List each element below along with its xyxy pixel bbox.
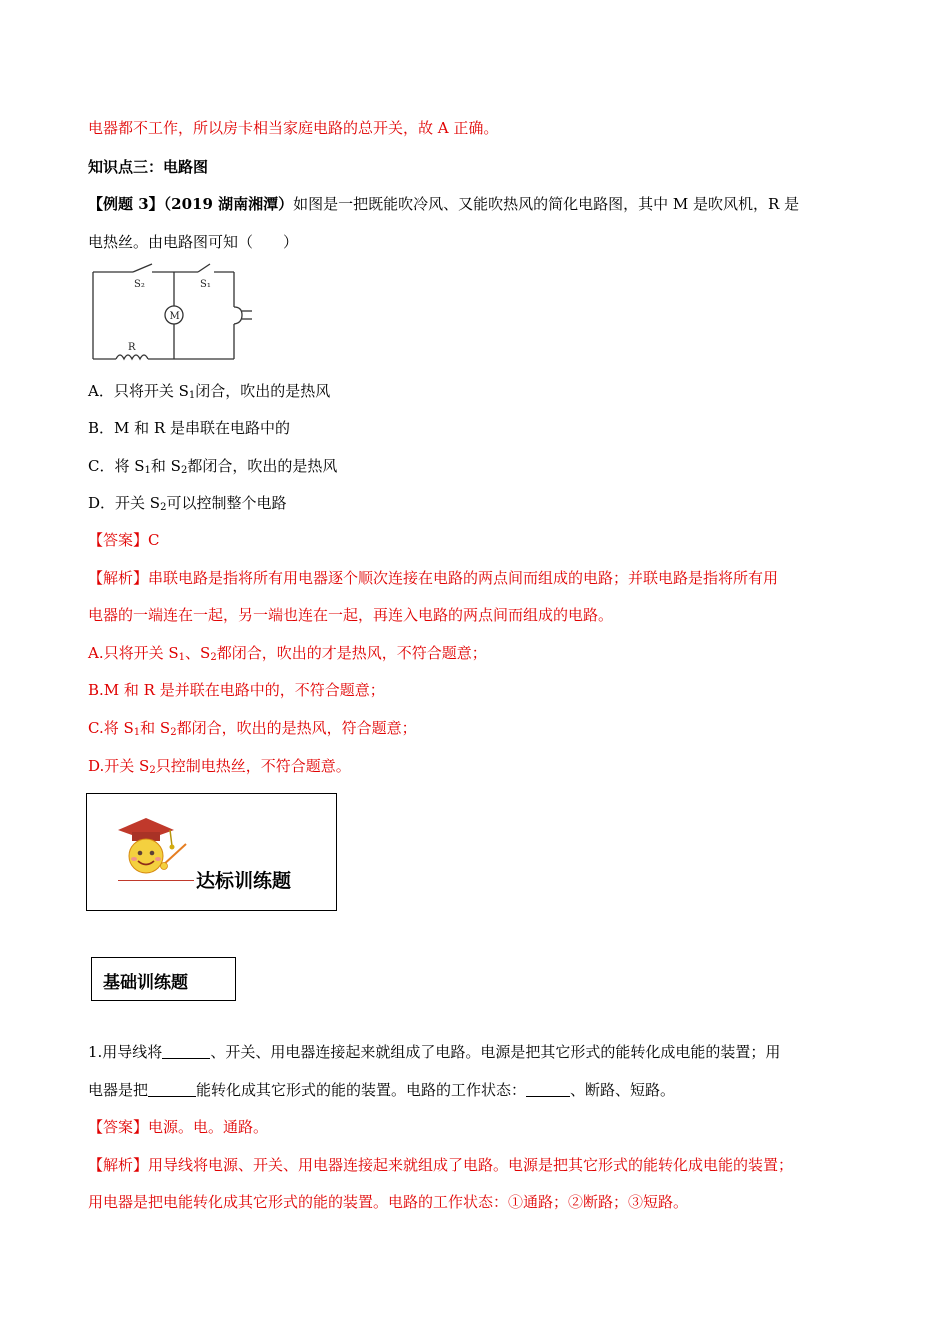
- intro-line: 电器都不工作，所以房卡相当家庭电路的总开关，故 A 正确。: [88, 119, 499, 137]
- option-d: D．开关 $S_2$可以控制整个电路: [88, 494, 287, 513]
- answer-value: C: [148, 531, 160, 549]
- question-1-line2: 电器是把 能转化成其它形式的能的装置。电路的工作状态： 、断路、短路。: [88, 1081, 676, 1099]
- answer-value: 电源。电。通路。: [148, 1118, 269, 1136]
- example-question-line2: 电热丝。由电路图可知（ ）: [88, 233, 299, 251]
- circuit-diagram: [88, 262, 268, 366]
- banner-title: 达标训练题: [196, 870, 292, 892]
- label-s1: S₁: [200, 279, 211, 290]
- analysis-label: 【解析】: [88, 569, 149, 587]
- answer-label: 【答案】: [88, 531, 149, 549]
- analysis-1-line2: 电器的一端连在一起，另一端也连在一起，再连入电路的两点间而组成的电路。: [88, 606, 614, 624]
- resistor-coil: [116, 355, 148, 359]
- label-s2: S₂: [134, 279, 145, 290]
- analysis-1-a: A.只将开关 $S_1$、$S_2$都闭合，吹出的才是热风，不符合题意；: [88, 644, 487, 663]
- mascot-icon: [112, 808, 192, 884]
- option-c: C．将 $S_1$和 $S_2$都闭合，吹出的是热风: [88, 457, 338, 476]
- analysis-1-b: B.M 和 R 是并联在电路中的，不符合题意；: [88, 681, 385, 699]
- answer-2: [88, 1117, 268, 1137]
- example-question-line1: [88, 194, 799, 214]
- example-tag: 【例题 3】: [88, 195, 164, 213]
- basic-training-box: [91, 957, 236, 1001]
- section-heading: 知识点三：电路图: [88, 158, 209, 176]
- basic-training-title: 基础训练题: [103, 973, 188, 993]
- example-text: 如图是一把既能吹冷风、又能吹热风的简化电路图，其中 M 是吹风机，R 是: [293, 195, 800, 213]
- analysis-1-c: C.将 $S_1$和 $S_2$都闭合，吹出的是热风，符合题意；: [88, 719, 417, 738]
- analysis-label: 【解析】: [88, 1156, 149, 1174]
- option-a: A．只将开关 $S_1$闭合，吹出的是热风: [88, 382, 331, 401]
- blank-3[interactable]: [526, 1082, 570, 1097]
- analysis-1-line1: 【解析】串联电路是指将所有用电器逐个顺次连接在电路的两点间而组成的电路；并联电路是指将所有用: [88, 569, 779, 587]
- switch-s2-blade: [133, 264, 152, 272]
- label-motor: M: [169, 311, 180, 322]
- answer-1: [88, 530, 160, 550]
- banner-underline: [118, 880, 194, 881]
- analysis-1-d: D.开关 $S_2$只控制电热丝，不符合题意。: [88, 757, 351, 776]
- analysis-2-line2: 用电器是把电能转化成其它形式的能的装置。电路的工作状态：①通路；②断路；③短路。: [88, 1193, 689, 1211]
- question-1-line1: 1.用导线将 、开关、用电器连接起来就组成了电路。电源是把其它形式的能转化成电能的装置；用: [88, 1043, 781, 1061]
- answer-label: 【答案】: [88, 1118, 149, 1136]
- plug-icon: [234, 307, 242, 324]
- switch-s1-blade: [198, 264, 210, 272]
- label-resistor: R: [128, 342, 136, 353]
- example-source: （2019 湖南湘潭）: [163, 195, 294, 213]
- blank-2[interactable]: [148, 1082, 196, 1097]
- option-b: B．M 和 R 是串联在电路中的: [88, 419, 290, 437]
- analysis-2-line1: 【解析】用导线将电源、开关、用电器连接起来就组成了电路。电源是把其它形式的能转化成电能的装置；: [88, 1156, 794, 1174]
- blank-1[interactable]: [162, 1044, 210, 1059]
